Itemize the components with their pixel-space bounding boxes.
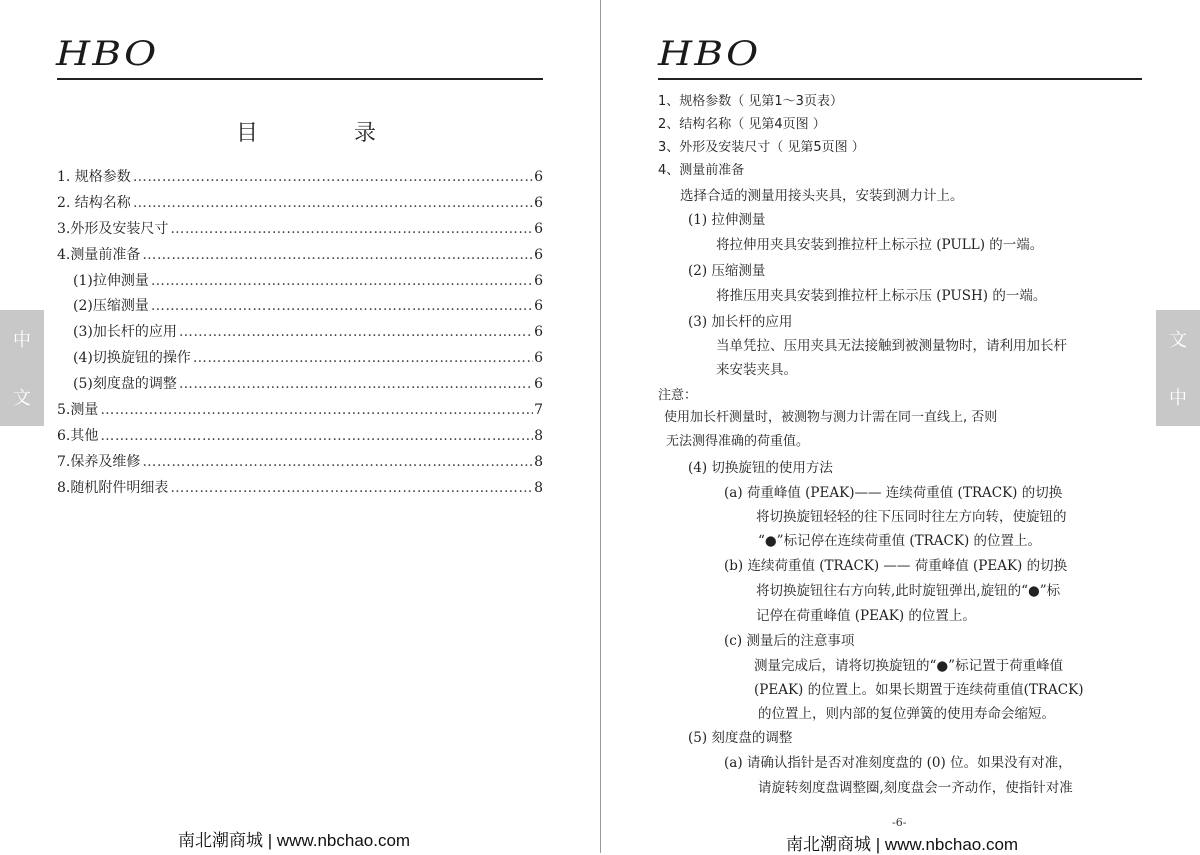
toc-entry-page: 6 — [534, 298, 543, 315]
toc-entry-label: 3.外形及安装尺寸 — [57, 220, 169, 237]
toc-entry-page: 6 — [534, 376, 543, 393]
toc-entry-page: 6 — [534, 220, 543, 237]
toc-entry — [57, 347, 543, 373]
subsection-heading: (4) 切换旋钮的使用方法 — [688, 460, 833, 476]
toc-leader-dots — [193, 350, 533, 366]
section-heading: 3、外形及安装尺寸（ 见第5页图 ） — [658, 140, 865, 155]
paragraph-line: 的位置上，则内部的复位弹簧的使用寿命会缩短。 — [758, 706, 1055, 722]
toc-entry — [57, 244, 543, 270]
toc-entry — [57, 270, 543, 296]
paragraph-line: 记停在荷重峰值 (PEAK) 的位置上。 — [756, 608, 976, 624]
toc-entry — [57, 166, 543, 192]
subsection-heading: (3) 加长杆的应用 — [688, 314, 793, 330]
paragraph-line: (PEAK) 的位置上。如果长期置于连续荷重值(TRACK) — [754, 682, 1084, 698]
page-gutter — [600, 0, 601, 853]
paragraph-line: 将切换旋钮往右方向转,此时旋钮弹出,旋钮的“●”标 — [756, 583, 1061, 599]
note-heading: 注意： — [658, 388, 698, 403]
toc-leader-dots — [133, 195, 533, 211]
toc-entry-label: (5)刻度盘的调整 — [73, 376, 177, 393]
toc-leader-dots — [151, 273, 533, 289]
paragraph-line: “●”标记停在连续荷重值 (TRACK) 的位置上。 — [758, 533, 1042, 549]
language-tab-left — [0, 310, 44, 426]
section-heading: 1、规格参数（ 见第1～3页表） — [658, 94, 843, 109]
toc-leader-dots — [179, 324, 533, 340]
toc-entry — [57, 477, 543, 503]
note-line: 使用加长杆测量时，被测物与测力计需在同一直线上, 否则 — [664, 410, 998, 425]
toc-entry-page: 7 — [534, 402, 543, 419]
item-heading: (a) 请确认指针是否对准刻度盘的 (0) 位。如果没有对准， — [724, 755, 1072, 771]
toc-entry-label: 5.测量 — [57, 402, 99, 419]
subsection-heading: (2) 压缩测量 — [688, 263, 766, 279]
toc-entry-label: 7.保养及维修 — [57, 453, 141, 470]
toc-entry-label: 4.测量前准备 — [57, 246, 141, 263]
language-tab-char: 中 — [1169, 388, 1187, 409]
paragraph-line: 将拉伸用夹具安装到推拉杆上标示拉 (PULL) 的一端。 — [716, 237, 1044, 253]
toc-leader-dots — [133, 169, 533, 185]
toc-entry-page: 8 — [534, 453, 543, 470]
toc-entry — [57, 399, 543, 425]
toc-leader-dots — [170, 221, 533, 237]
brand-logo-left: HBO — [56, 34, 159, 74]
header-rule-left — [57, 78, 543, 80]
toc-entry-label: 6.其他 — [57, 427, 99, 444]
toc-leader-dots — [170, 480, 533, 496]
toc-entry-label: (3)加长杆的应用 — [73, 324, 177, 341]
paragraph-line: 测量完成后，请将切换旋钮的“●”标记置于荷重峰值 — [754, 658, 1064, 674]
toc-leader-dots — [100, 428, 533, 444]
toc-leader-dots — [142, 454, 533, 470]
table-of-contents — [57, 166, 543, 503]
toc-heading-char: 目 — [236, 121, 259, 146]
toc-entry-page: 8 — [534, 427, 543, 444]
paragraph-line: 将切换旋钮轻轻的往下压同时往左方向转，使旋钮的 — [756, 509, 1067, 525]
toc-entry-page: 8 — [534, 479, 543, 496]
section-heading: 4、测量前准备 — [658, 163, 745, 178]
toc-leader-dots — [142, 247, 533, 263]
language-tab-char: 文 — [13, 388, 31, 409]
subsection-heading: (1) 拉伸测量 — [688, 212, 766, 228]
paragraph-line: 当单凭拉、压用夹具无法接触到被测量物时，请利用加长杆 — [716, 338, 1067, 354]
toc-entry — [57, 192, 543, 218]
toc-entry-label: (2)压缩测量 — [73, 298, 149, 315]
toc-entry-page: 6 — [534, 169, 543, 185]
language-tab-char: 文 — [1169, 330, 1187, 351]
toc-leader-dots — [100, 402, 533, 418]
item-heading: (a) 荷重峰值 (PEAK)—— 连续荷重值 (TRACK) 的切换 — [724, 485, 1063, 501]
toc-entry — [57, 451, 543, 477]
toc-entry-label: (4)切换旋钮的操作 — [73, 350, 191, 367]
toc-entry-page: 6 — [534, 350, 543, 367]
toc-heading-char: 录 — [353, 121, 376, 146]
language-tab-right — [1156, 310, 1200, 426]
toc-entry-page: 6 — [534, 272, 543, 289]
toc-entry — [57, 295, 543, 321]
toc-heading — [236, 116, 376, 147]
toc-leader-dots — [151, 298, 533, 314]
toc-entry — [57, 321, 543, 347]
paragraph-line: 请旋转刻度盘调整圈,刻度盘会一齐动作，使指针对准 — [758, 780, 1073, 796]
toc-entry-page: 6 — [534, 246, 543, 263]
subsection-heading: (5) 刻度盘的调整 — [688, 730, 793, 746]
toc-entry-page: 6 — [534, 324, 543, 341]
brand-logo-right: HBO — [658, 34, 761, 74]
toc-entry-label: 1. 规格参数 — [57, 169, 131, 185]
toc-entry — [57, 425, 543, 451]
toc-entry-label: 2. 结构名称 — [57, 194, 131, 211]
toc-entry — [57, 373, 543, 399]
toc-entry-page: 6 — [534, 194, 543, 211]
paragraph-line: 将推压用夹具安装到推拉杆上标示压 (PUSH) 的一端。 — [716, 288, 1047, 304]
paragraph-line: 来安装夹具。 — [716, 362, 797, 378]
section-heading: 2、结构名称（ 见第4页图 ） — [658, 117, 826, 132]
note-line: 无法测得准确的荷重值。 — [666, 434, 810, 449]
footer-right: 南北潮商城 | www.nbchao.com — [786, 835, 1019, 854]
item-heading: (b) 连续荷重值 (TRACK) —— 荷重峰值 (PEAK) 的切换 — [724, 558, 1068, 574]
footer-left: 南北潮商城 | www.nbchao.com — [178, 831, 411, 850]
item-heading: (c) 测量后的注意事项 — [724, 633, 855, 649]
page-number: -6- — [892, 816, 907, 829]
header-rule-right — [658, 78, 1142, 80]
toc-entry-label: 8.随机附件明细表 — [57, 479, 169, 496]
toc-entry-label: (1)拉伸测量 — [73, 272, 149, 289]
toc-entry — [57, 218, 543, 244]
paragraph-line: 选择合适的测量用接头夹具，安装到测力计上。 — [680, 188, 964, 204]
toc-leader-dots — [179, 376, 533, 392]
language-tab-char: 中 — [13, 330, 31, 351]
